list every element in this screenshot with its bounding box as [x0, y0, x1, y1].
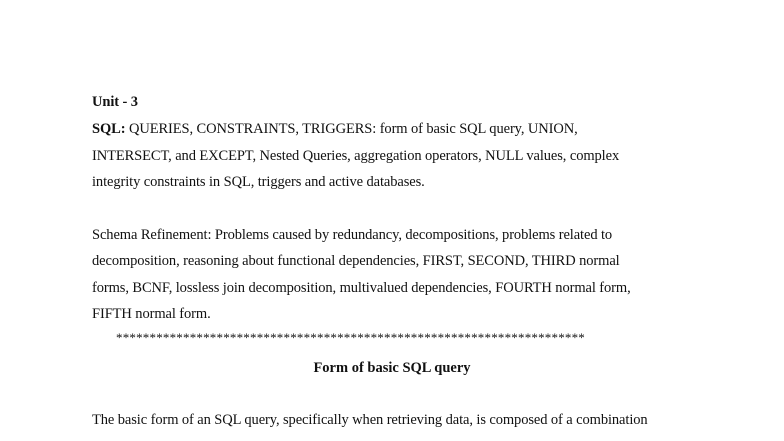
schema-syllabus-line-3: forms, BCNF, lossless join decomposition, multivalued dependencies, FOURTH normal form, [92, 280, 631, 296]
sql-label: SQL: [92, 121, 126, 137]
sql-syllabus-line-3: integrity constraints in SQL, triggers and active databases. [92, 174, 425, 190]
section-heading: Form of basic SQL query [313, 360, 471, 376]
schema-syllabus-line-4: FIFTH normal form. [92, 306, 211, 322]
schema-syllabus-line-1: Schema Refinement: Problems caused by redundancy, decompositions, problems related to [92, 227, 613, 243]
body-paragraph-line-1: The basic form of an SQL query, specifically when retrieving data, is composed of a combination [92, 412, 648, 428]
sql-line-1-text: QUERIES, CONSTRAINTS, TRIGGERS: form of basic SQL query, UNION, [128, 121, 578, 137]
unit-title: Unit - 3 [92, 94, 138, 110]
asterisk-divider: ********************************************************************** [116, 330, 585, 345]
sql-syllabus-line-1 [92, 120, 578, 138]
sql-syllabus-line-2: INTERSECT, and EXCEPT, Nested Queries, aggregation operators, NULL values, complex [92, 148, 620, 164]
schema-syllabus-line-2: decomposition, reasoning about functional dependencies, FIRST, SECOND, THIRD normal [92, 253, 620, 269]
